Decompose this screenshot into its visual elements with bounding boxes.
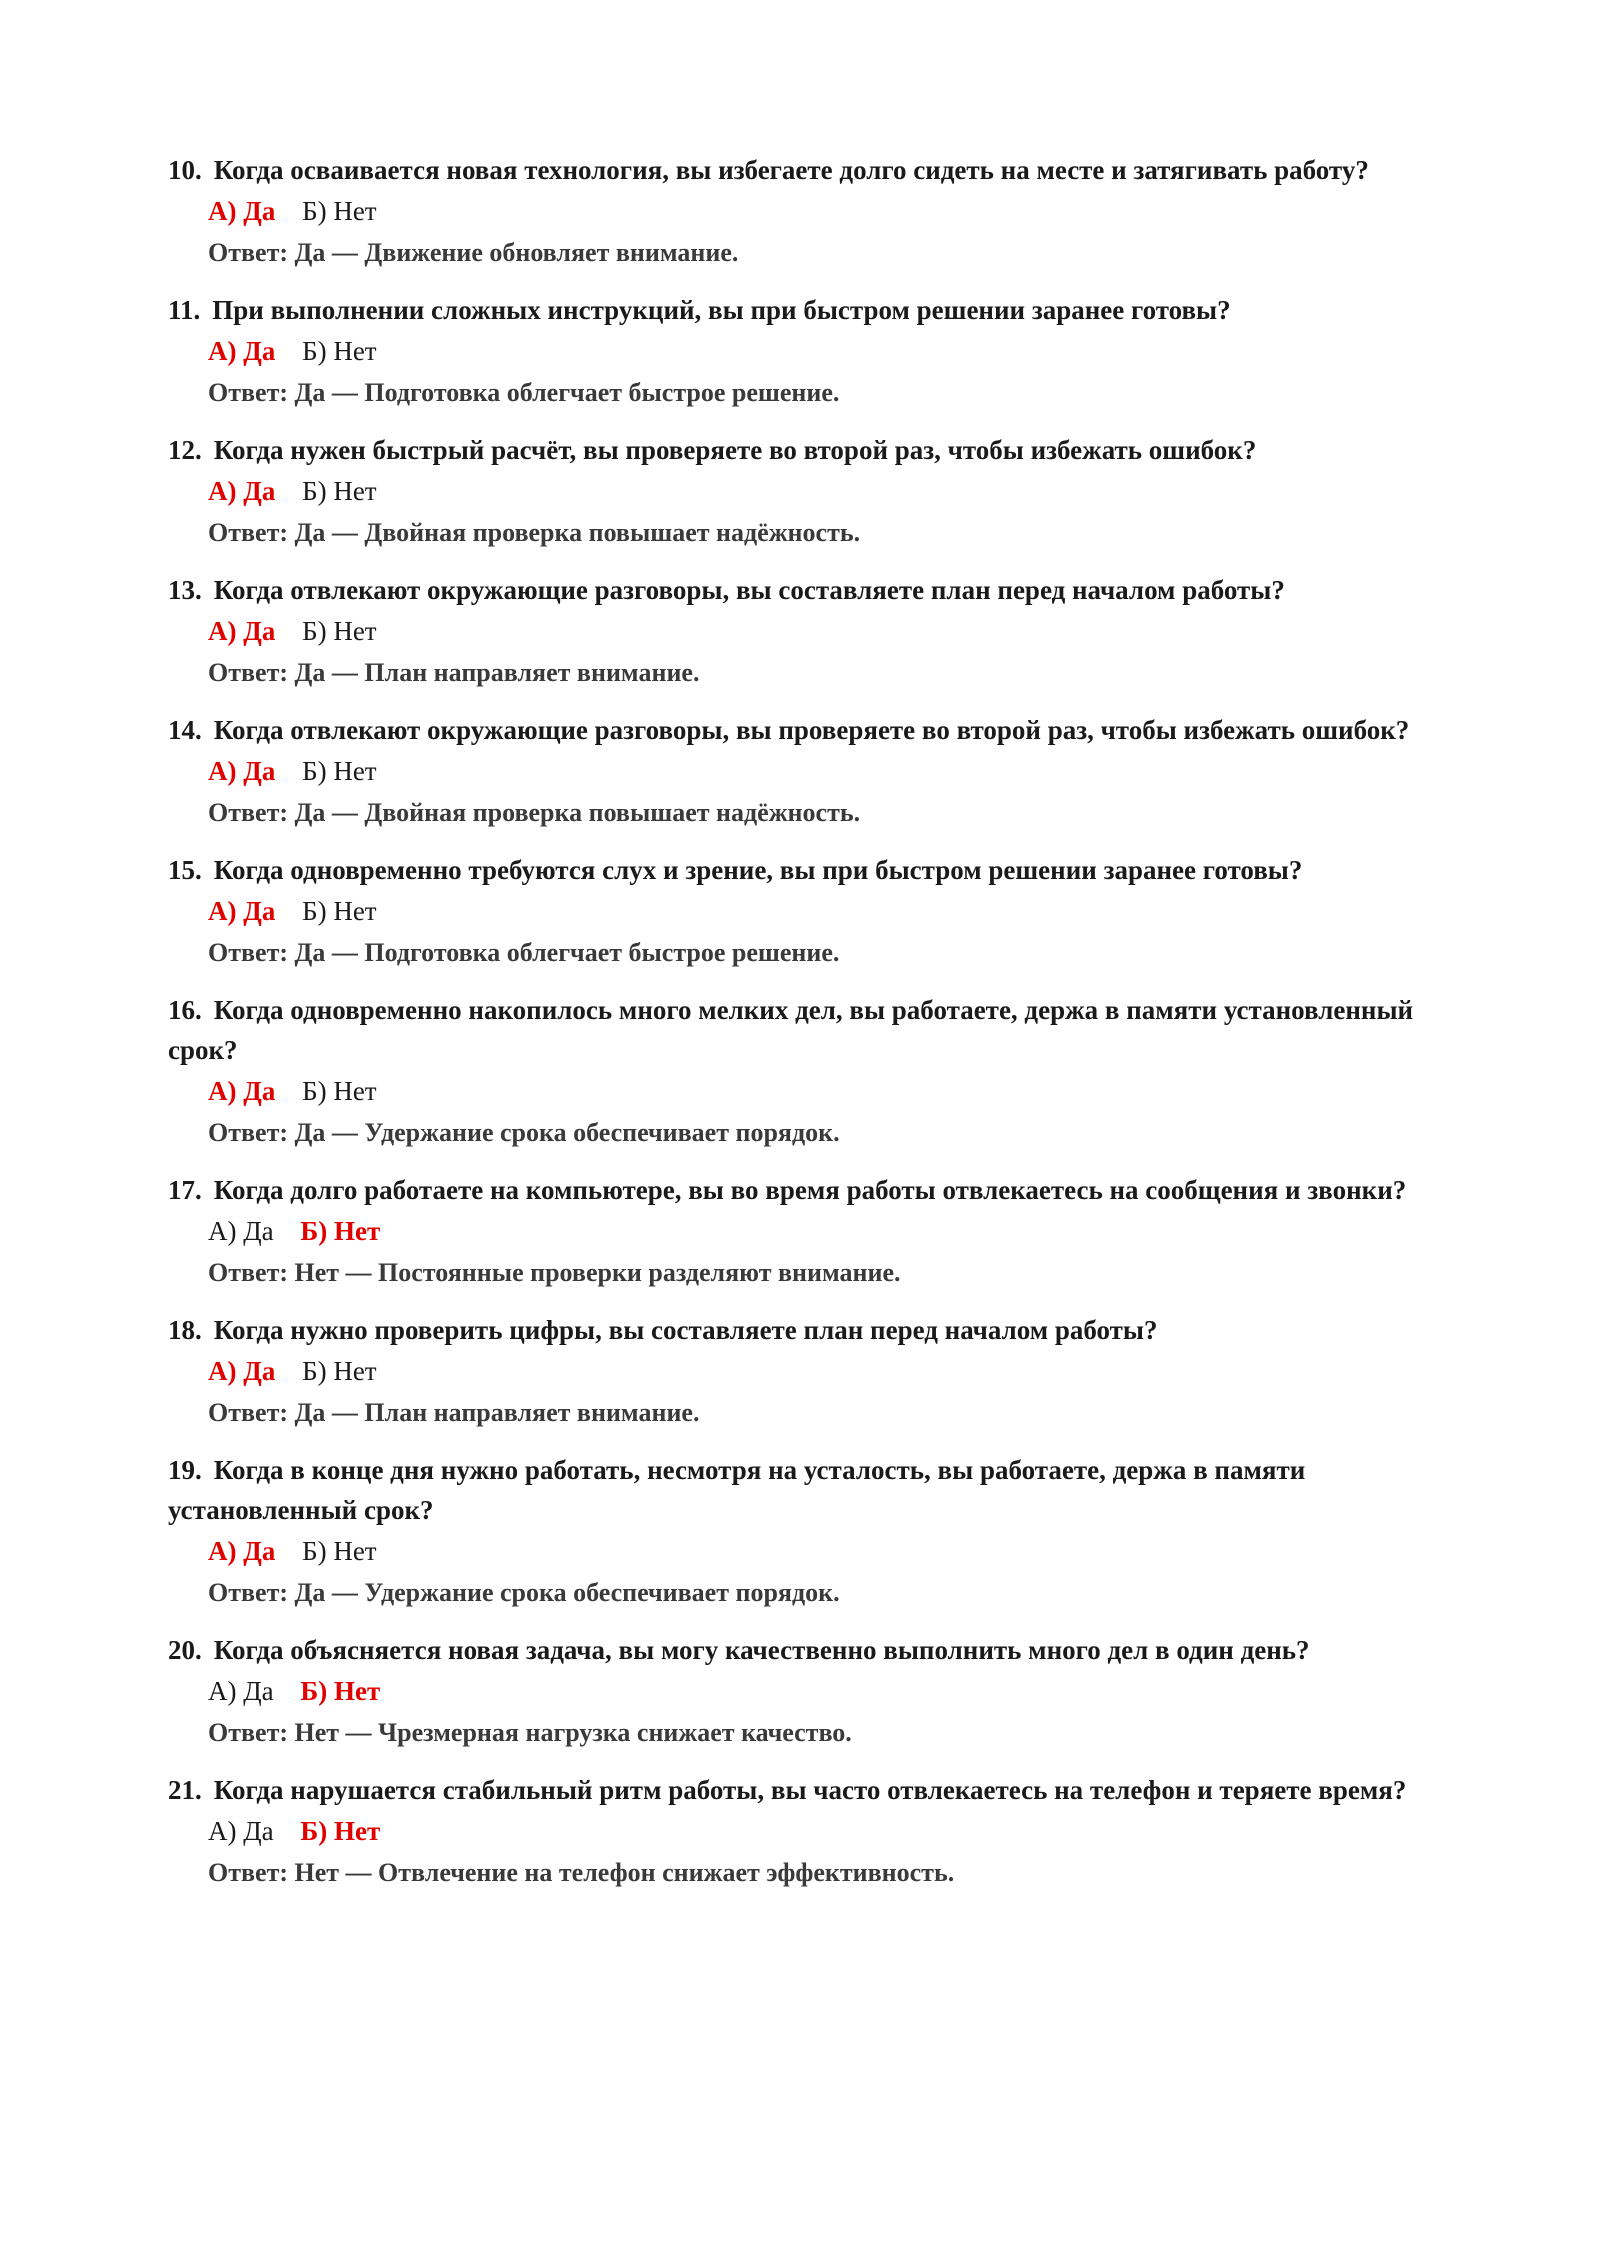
answer-options bbox=[208, 1670, 1450, 1713]
answer-options bbox=[208, 1210, 1450, 1253]
question-number: 10. bbox=[168, 155, 202, 185]
option-a: А) Да bbox=[208, 756, 276, 786]
option-b: Б) Нет bbox=[302, 616, 377, 646]
option-b: Б) Нет bbox=[300, 1816, 381, 1846]
question-item bbox=[168, 430, 1450, 553]
question-text: 13. Когда отвлекают окружающие разговоры, вы составляете план перед началом работы? bbox=[168, 575, 1285, 605]
answer-options bbox=[208, 190, 1450, 233]
answer-explanation: Ответ: Да — Движение обновляет внимание. bbox=[208, 238, 739, 267]
question-text: 16. Когда одновременно накопилось много мелких дел, вы работаете, держа в памяти установленный срок? bbox=[168, 995, 1414, 1065]
option-a: А) Да bbox=[208, 1676, 274, 1706]
question-number: 19. bbox=[168, 1455, 202, 1485]
option-a: А) Да bbox=[208, 1816, 274, 1846]
question-item bbox=[168, 1770, 1450, 1893]
question-item bbox=[168, 570, 1450, 693]
option-b: Б) Нет bbox=[302, 1536, 377, 1566]
question-text: 12. Когда нужен быстрый расчёт, вы проверяете во второй раз, чтобы избежать ошибок? bbox=[168, 435, 1257, 465]
option-a: А) Да bbox=[208, 196, 276, 226]
option-b: Б) Нет bbox=[300, 1216, 381, 1246]
answer-options bbox=[208, 470, 1450, 513]
answer-explanation: Ответ: Нет — Чрезмерная нагрузка снижает качество. bbox=[208, 1718, 852, 1747]
answer-options bbox=[208, 610, 1450, 653]
question-item bbox=[168, 1450, 1450, 1613]
question-number: 20. bbox=[168, 1635, 202, 1665]
question-text: 18. Когда нужно проверить цифры, вы составляете план перед началом работы? bbox=[168, 1315, 1158, 1345]
option-b: Б) Нет bbox=[302, 476, 377, 506]
answer-explanation: Ответ: Нет — Отвлечение на телефон снижает эффективность. bbox=[208, 1858, 955, 1887]
option-a: А) Да bbox=[208, 616, 276, 646]
question-item bbox=[168, 850, 1450, 973]
option-a: А) Да bbox=[208, 896, 276, 926]
question-number: 13. bbox=[168, 575, 202, 605]
question-text: 10. Когда осваивается новая технология, вы избегаете долго сидеть на месте и затягивать работу? bbox=[168, 155, 1369, 185]
question-number: 12. bbox=[168, 435, 202, 465]
option-b: Б) Нет bbox=[302, 896, 377, 926]
option-a: А) Да bbox=[208, 476, 276, 506]
question-text: 21. Когда нарушается стабильный ритм работы, вы часто отвлекаетесь на телефон и теряете время? bbox=[168, 1775, 1407, 1805]
answer-explanation: Ответ: Да — Подготовка облегчает быстрое решение. bbox=[208, 938, 840, 967]
answer-options bbox=[208, 890, 1450, 933]
question-item bbox=[168, 1310, 1450, 1433]
answer-options bbox=[208, 330, 1450, 373]
answer-options bbox=[208, 1350, 1450, 1393]
question-number: 21. bbox=[168, 1775, 202, 1805]
answer-options bbox=[208, 1530, 1450, 1573]
answer-explanation: Ответ: Да — Подготовка облегчает быстрое решение. bbox=[208, 378, 840, 407]
question-item bbox=[168, 150, 1450, 273]
option-a: А) Да bbox=[208, 336, 276, 366]
question-text: 14. Когда отвлекают окружающие разговоры, вы проверяете во второй раз, чтобы избежать ошибок? bbox=[168, 715, 1410, 745]
answer-explanation: Ответ: Да — План направляет внимание. bbox=[208, 1398, 700, 1427]
option-a: А) Да bbox=[208, 1536, 276, 1566]
question-text: 11. При выполнении сложных инструкций, вы при быстром решении заранее готовы? bbox=[168, 295, 1231, 325]
question-item bbox=[168, 990, 1450, 1153]
answer-explanation: Ответ: Да — Удержание срока обеспечивает порядок. bbox=[208, 1118, 840, 1147]
question-text: 15. Когда одновременно требуются слух и зрение, вы при быстром решении заранее готовы? bbox=[168, 855, 1303, 885]
answer-explanation: Ответ: Да — Двойная проверка повышает надёжность. bbox=[208, 798, 861, 827]
option-b: Б) Нет bbox=[302, 1076, 377, 1106]
option-a: А) Да bbox=[208, 1076, 276, 1106]
question-number: 17. bbox=[168, 1175, 202, 1205]
option-b: Б) Нет bbox=[302, 1356, 377, 1386]
option-b: Б) Нет bbox=[302, 196, 377, 226]
question-text: 19. Когда в конце дня нужно работать, несмотря на усталость, вы работаете, держа в памяти установленный срок? bbox=[168, 1455, 1306, 1525]
answer-explanation: Ответ: Нет — Постоянные проверки разделяют внимание. bbox=[208, 1258, 901, 1287]
option-b: Б) Нет bbox=[302, 336, 377, 366]
question-number: 16. bbox=[168, 995, 202, 1025]
answer-explanation: Ответ: Да — План направляет внимание. bbox=[208, 658, 700, 687]
question-text: 20. Когда объясняется новая задача, вы могу качественно выполнить много дел в один день? bbox=[168, 1635, 1310, 1665]
answer-options bbox=[208, 750, 1450, 793]
answer-options bbox=[208, 1810, 1450, 1853]
question-number: 14. bbox=[168, 715, 202, 745]
question-number: 15. bbox=[168, 855, 202, 885]
question-item bbox=[168, 1630, 1450, 1753]
question-text: 17. Когда долго работаете на компьютере, вы во время работы отвлекаетесь на сообщения и звонки? bbox=[168, 1175, 1407, 1205]
option-a: А) Да bbox=[208, 1356, 276, 1386]
answer-options bbox=[208, 1070, 1450, 1113]
option-b: Б) Нет bbox=[300, 1676, 381, 1706]
question-item bbox=[168, 290, 1450, 413]
question-item bbox=[168, 710, 1450, 833]
option-b: Б) Нет bbox=[302, 756, 377, 786]
answer-explanation: Ответ: Да — Двойная проверка повышает надёжность. bbox=[208, 518, 861, 547]
option-a: А) Да bbox=[208, 1216, 274, 1246]
question-number: 18. bbox=[168, 1315, 202, 1345]
answer-explanation: Ответ: Да — Удержание срока обеспечивает порядок. bbox=[208, 1578, 840, 1607]
question-number: 11. bbox=[168, 295, 201, 325]
question-item bbox=[168, 1170, 1450, 1293]
